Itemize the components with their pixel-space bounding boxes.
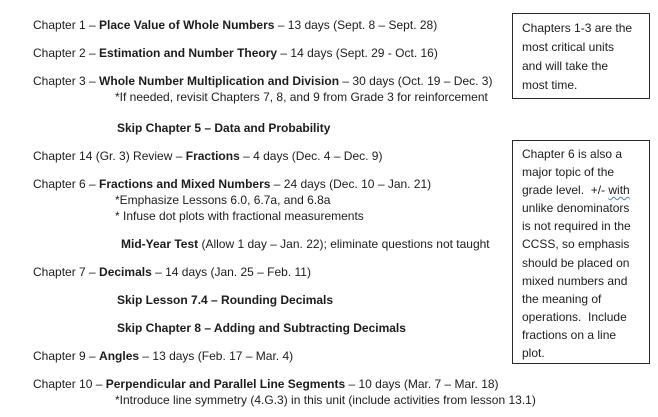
line-chapter-2	[33, 45, 536, 61]
text-segment: – 13 days (Feb. 17 – Mar. 4)	[139, 349, 294, 363]
text-segment: Chapter 3 –	[33, 74, 100, 88]
line-skip-chapter-5	[117, 120, 536, 136]
note-text: * Infuse dot plots with fractional measurements	[115, 209, 364, 223]
comment-line: mixed numbers and	[522, 273, 628, 288]
text-segment: Chapter 7 –	[33, 265, 100, 279]
chapter-title: Fractions and Mixed Numbers	[99, 177, 271, 191]
comment-line: Chapters 1-3 are the	[522, 21, 633, 35]
comment-line: is not required in the	[522, 219, 631, 234]
chapter-title: Fractions	[185, 149, 240, 163]
chapter-title: Decimals	[99, 265, 152, 279]
line-mid-year-test	[121, 236, 536, 252]
comment-line: should be placed on	[522, 255, 630, 270]
note-text: *Introduce line symmetry (4.G.3) in this unit (include activities from lesson 13.1)	[115, 393, 536, 407]
text-segment: – 14 days (Jan. 25 – Feb. 11)	[151, 265, 311, 279]
note-chapter-6-emphasize	[115, 192, 536, 208]
line-chapter-14-review	[33, 148, 536, 164]
test-title: Mid-Year Test	[121, 237, 199, 251]
text-segment: Chapter 1 –	[33, 18, 100, 32]
line-chapter-1	[33, 17, 536, 33]
grammar-flagged-word: with	[608, 183, 630, 198]
text-segment: (Allow 1 day – Jan. 22); eliminate questions not taught	[198, 237, 490, 251]
chapter-title: Perpendicular and Parallel Line Segments	[105, 377, 346, 391]
line-chapter-3	[33, 73, 536, 89]
skip-text: Skip Chapter 5 – Data and Probability	[117, 121, 331, 135]
text-segment: Chapter 9 –	[33, 349, 100, 363]
text-segment: – 10 days (Mar. 7 – Mar. 18)	[345, 377, 499, 391]
comment-line: unlike denominators	[522, 201, 630, 216]
line-chapter-7	[33, 264, 536, 280]
text-segment: Chapter 2 –	[33, 46, 100, 60]
chapter-title: Place Value of Whole Numbers	[99, 18, 275, 32]
text-segment: – 4 days (Dec. 4 – Dec. 9)	[239, 149, 383, 163]
text-segment: Chapter 10 –	[33, 377, 106, 391]
note-text: *If needed, revisit Chapters 7, 8, and 9 from Grade 3 for reinforcement	[115, 90, 488, 104]
text-segment: – 30 days (Oct. 19 – Dec. 3)	[339, 74, 493, 88]
comment-line: Chapter 6 is also a	[522, 147, 623, 161]
text-segment: Chapter 14 (Gr. 3) Review –	[33, 149, 186, 163]
line-chapter-6	[33, 176, 536, 192]
line-skip-lesson-7-4	[117, 292, 536, 308]
text-segment: Chapter 6 –	[33, 177, 100, 191]
comment-line: plot.	[522, 346, 545, 361]
note-text: *Emphasize Lessons 6.0, 6.7a, and 6.8a	[115, 193, 331, 207]
chapter-title: Estimation and Number Theory	[99, 46, 278, 60]
note-chapter-10	[115, 392, 536, 408]
chapter-title: Angles	[99, 349, 140, 363]
text-segment: – 24 days (Dec. 10 – Jan. 21)	[270, 177, 432, 191]
text-segment: – 14 days (Sept. 29 - Oct. 16)	[277, 46, 438, 60]
comment-line: the meaning of	[522, 291, 602, 306]
line-chapter-10	[33, 376, 536, 392]
comment-line: and will take the	[522, 59, 609, 73]
line-chapter-9	[33, 348, 536, 364]
text-segment: – 13 days (Sept. 8 – Sept. 28)	[274, 18, 438, 32]
text-segment: grade level. +/-	[522, 183, 609, 198]
comment-box-chapter-6[interactable]	[512, 140, 650, 364]
comment-line: most critical units	[522, 40, 615, 54]
comment-line: most time.	[522, 78, 578, 92]
pacing-schedule	[33, 17, 536, 408]
comment-box-chapters-1-3[interactable]	[512, 13, 650, 99]
comment-line: operations. Include	[522, 309, 627, 324]
comment-line-with-squiggle	[522, 181, 643, 199]
note-chapter-6-infuse	[115, 208, 536, 224]
skip-text: Skip Lesson 7.4 – Rounding Decimals	[117, 293, 334, 307]
comment-line: fractions on a line	[522, 327, 617, 342]
comment-line: CCSS, so emphasis	[522, 237, 630, 252]
chapter-title: Whole Number Multiplication and Division	[99, 74, 340, 88]
line-skip-chapter-8	[117, 320, 536, 336]
comment-line: major topic of the	[522, 165, 615, 180]
note-chapter-3	[115, 89, 536, 105]
skip-text: Skip Chapter 8 – Adding and Subtracting Decimals	[117, 321, 406, 335]
